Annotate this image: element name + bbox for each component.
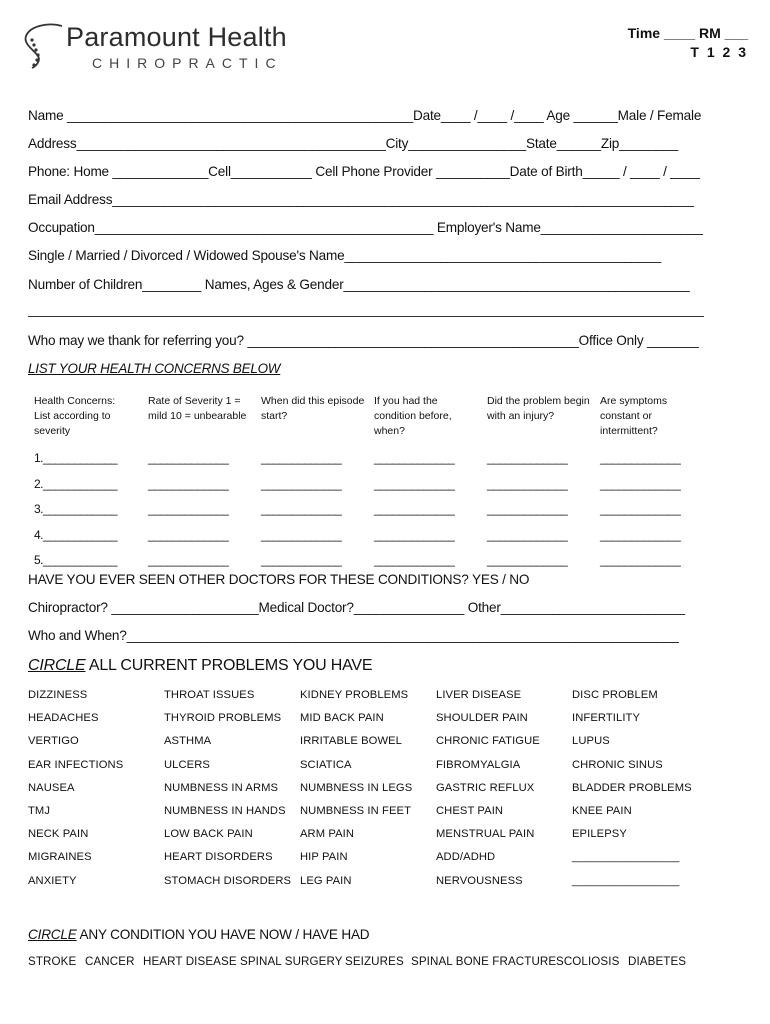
problem-option[interactable]: CHEST PAIN [436,805,504,817]
problem-option[interactable]: NUMBNESS IN LEGS [300,781,413,794]
problem-option[interactable]: LIVER DISEASE [436,689,522,701]
problem-option[interactable]: VERTIGO [28,735,79,748]
concern-row-2-field-2[interactable]: _____________ [148,476,229,491]
problem-option[interactable]: KIDNEY PROBLEMS [300,689,409,701]
condition-option[interactable]: SCOLIOSIS [556,955,620,968]
problem-option[interactable]: KNEE PAIN [572,805,632,817]
problem-option[interactable]: LUPUS [572,735,610,748]
problem-option[interactable]: NECK PAIN [28,828,89,841]
problem-option[interactable]: THROAT ISSUES [164,689,255,701]
concern-row-4-field-4[interactable]: _____________ [374,527,455,542]
concern-row-2-field-6[interactable]: _____________ [600,476,681,491]
concern-row-2-field-4[interactable]: _____________ [374,476,455,491]
who-when-line[interactable]: Who and When?___________________________________________________________________________ [28,628,679,643]
problem-option[interactable]: STOMACH DISORDERS [164,874,292,887]
circle-emphasis: CIRCLE [28,657,86,674]
col-header-concerns: Health Concerns: List according to severity [34,395,116,437]
concern-row-1-field-3[interactable]: _____________ [261,451,342,465]
divider-rule [28,316,704,317]
problem-option[interactable]: INFERTILITY [572,712,641,725]
phone-line[interactable]: Phone: Home _____________Cell___________ Cell Phone Provider __________Date of Birth_____ / ____ / ____ [28,164,700,179]
problem-option[interactable]: HEADACHES [28,712,99,725]
problem-option[interactable]: NUMBNESS IN HANDS [164,805,286,817]
chiropractor-doctor-line[interactable]: Chiropractor? ____________________Medical Doctor?_______________ Other_________________________ [28,600,685,615]
problem-option[interactable]: ARM PAIN [300,828,355,841]
problem-option[interactable]: FIBROMYALGIA [436,758,521,771]
concern-row-4-field-2[interactable]: _____________ [148,527,229,542]
problem-option[interactable]: _________________ [572,851,680,864]
children-line[interactable]: Number of Children________ Names, Ages & Gender_______________________________________________ [28,277,690,292]
problem-option[interactable]: NAUSEA [28,781,75,794]
brand-sub: CHIROPRACTIC [92,55,283,71]
problem-option[interactable]: IRRITABLE BOWEL [300,735,403,748]
condition-option[interactable]: DIABETES [628,955,687,968]
problem-option[interactable]: BLADDER PROBLEMS [572,781,692,794]
problem-option[interactable]: ANXIETY [28,874,77,887]
concern-row-5-concern[interactable]: 5.____________ [34,553,118,567]
col-header-constant: Are symptoms constant or intermittent? [600,395,668,437]
referral-line[interactable]: Who may we thank for referring you? _____________________________________________Office Only _______ [28,333,699,348]
problem-option[interactable]: EAR INFECTIONS [28,758,124,771]
problem-option[interactable]: ULCERS [164,758,210,771]
condition-option[interactable]: SPINAL BONE FRACTURE [411,955,557,968]
concern-row-1-field-6[interactable]: _____________ [600,451,681,465]
problem-option[interactable]: CHRONIC SINUS [572,758,663,771]
problem-option[interactable]: CHRONIC FATIGUE [436,735,540,748]
concern-row-3-field-5[interactable]: _____________ [487,502,568,516]
concern-row-2-field-3[interactable]: _____________ [261,476,342,491]
problem-option[interactable]: MENSTRUAL PAIN [436,828,535,841]
problem-option[interactable]: NUMBNESS IN ARMS [164,781,279,794]
problem-option[interactable]: MID BACK PAIN [300,712,384,725]
current-problems-heading [28,657,372,675]
condition-option[interactable]: HEART DISEASE [143,955,237,968]
problem-option[interactable]: EPILEPSY [572,828,627,841]
form-code: T 1 2 3 [690,44,748,60]
problem-option[interactable]: ASTHMA [164,735,212,748]
circle-emphasis-2: CIRCLE [28,927,77,942]
concern-row-1-field-4[interactable]: _____________ [374,451,455,465]
concern-row-3-concern[interactable]: 3.____________ [34,502,118,516]
problem-option[interactable]: MIGRAINES [28,851,92,864]
concern-row-4-field-5[interactable]: _____________ [487,527,568,542]
concern-row-2-field-5[interactable]: _____________ [487,476,568,491]
concern-row-5-field-5[interactable]: _____________ [487,553,568,567]
problem-option[interactable]: GASTRIC REFLUX [436,781,535,794]
condition-option[interactable]: SPINAL SURGERY [240,955,343,968]
problem-option[interactable]: HEART DISORDERS [164,851,273,864]
problem-option[interactable]: LEG PAIN [300,874,352,887]
concern-row-1-field-2[interactable]: _____________ [148,451,229,465]
occupation-line[interactable]: Occupation______________________________________________ Employer's Name______________________ [28,220,703,235]
concern-row-5-field-3[interactable]: _____________ [261,553,342,567]
problem-option[interactable]: ADD/ADHD [436,851,496,864]
condition-option[interactable]: CANCER [85,955,135,968]
concern-row-5-field-4[interactable]: _____________ [374,553,455,567]
email-line[interactable]: Email Address_______________________________________________________________________________ [28,192,694,207]
col-header-prior: If you had the condition before, when? [374,395,452,437]
problem-option[interactable]: DIZZINESS [28,689,88,701]
address-line[interactable]: Address__________________________________________City________________State______Zip________ [28,136,679,151]
col-header-injury: Did the problem begin with an injury? [487,395,590,422]
concern-row-1-field-5[interactable]: _____________ [487,451,568,465]
spine-swirl-logo-icon [18,20,66,70]
health-concerns-heading: LIST YOUR HEALTH CONCERNS BELOW [28,361,281,376]
col-header-episode-start: When did this episode start? [261,395,365,422]
concern-row-2-concern[interactable]: 2.____________ [34,476,118,491]
problem-option[interactable]: SCIATICA [300,758,352,771]
concern-row-4-concern[interactable]: 4.____________ [34,527,118,542]
brand-name: Paramount Health [66,22,287,52]
marital-status-line[interactable]: Single / Married / Divorced / Widowed Spouse's Name___________________________________________ [28,248,662,263]
problem-option[interactable]: DISC PROBLEM [572,689,658,701]
name-date-age-sex-line[interactable]: Name _______________________________________________Date____ /____ /____ Age ______Male / Female [28,108,702,123]
problem-option[interactable]: LOW BACK PAIN [164,828,253,841]
condition-option[interactable]: STROKE [28,955,77,968]
condition-option[interactable]: SEIZURES [345,955,404,968]
concern-row-3-field-3[interactable]: _____________ [261,502,342,516]
concern-row-3-field-4[interactable]: _____________ [374,502,455,516]
problem-option[interactable]: SHOULDER PAIN [436,712,528,725]
time-room-field[interactable]: Time ____ RM ___ [627,25,748,41]
concern-row-5-field-2[interactable]: _____________ [148,553,229,567]
problem-option[interactable]: HIP PAIN [300,851,348,864]
col-header-severity: Rate of Severity 1 = mild 10 = unbearable [148,395,247,422]
other-doctors-question[interactable]: HAVE YOU EVER SEEN OTHER DOCTORS FOR THESE CONDITIONS? YES / NO [28,572,530,587]
concern-row-1-concern[interactable]: 1.____________ [34,451,118,465]
problem-option[interactable]: TMJ [28,805,51,817]
concern-row-4-field-3[interactable]: _____________ [261,527,342,542]
concern-row-3-field-6[interactable]: _____________ [600,502,681,516]
concern-row-4-field-6[interactable]: _____________ [600,527,681,542]
problem-option[interactable]: NUMBNESS IN FEET [300,805,412,817]
concern-row-3-field-2[interactable]: _____________ [148,502,229,516]
conditions-heading-rest: ANY CONDITION YOU HAVE NOW / HAVE HAD [76,927,370,942]
conditions-heading [28,927,369,942]
current-problems-heading-rest: ALL CURRENT PROBLEMS YOU HAVE [85,657,373,674]
problem-option[interactable]: _________________ [572,874,680,887]
concern-row-5-field-6[interactable]: _____________ [600,553,681,567]
problem-option[interactable]: NERVOUSNESS [436,874,523,887]
problem-option[interactable]: THYROID PROBLEMS [164,712,282,725]
